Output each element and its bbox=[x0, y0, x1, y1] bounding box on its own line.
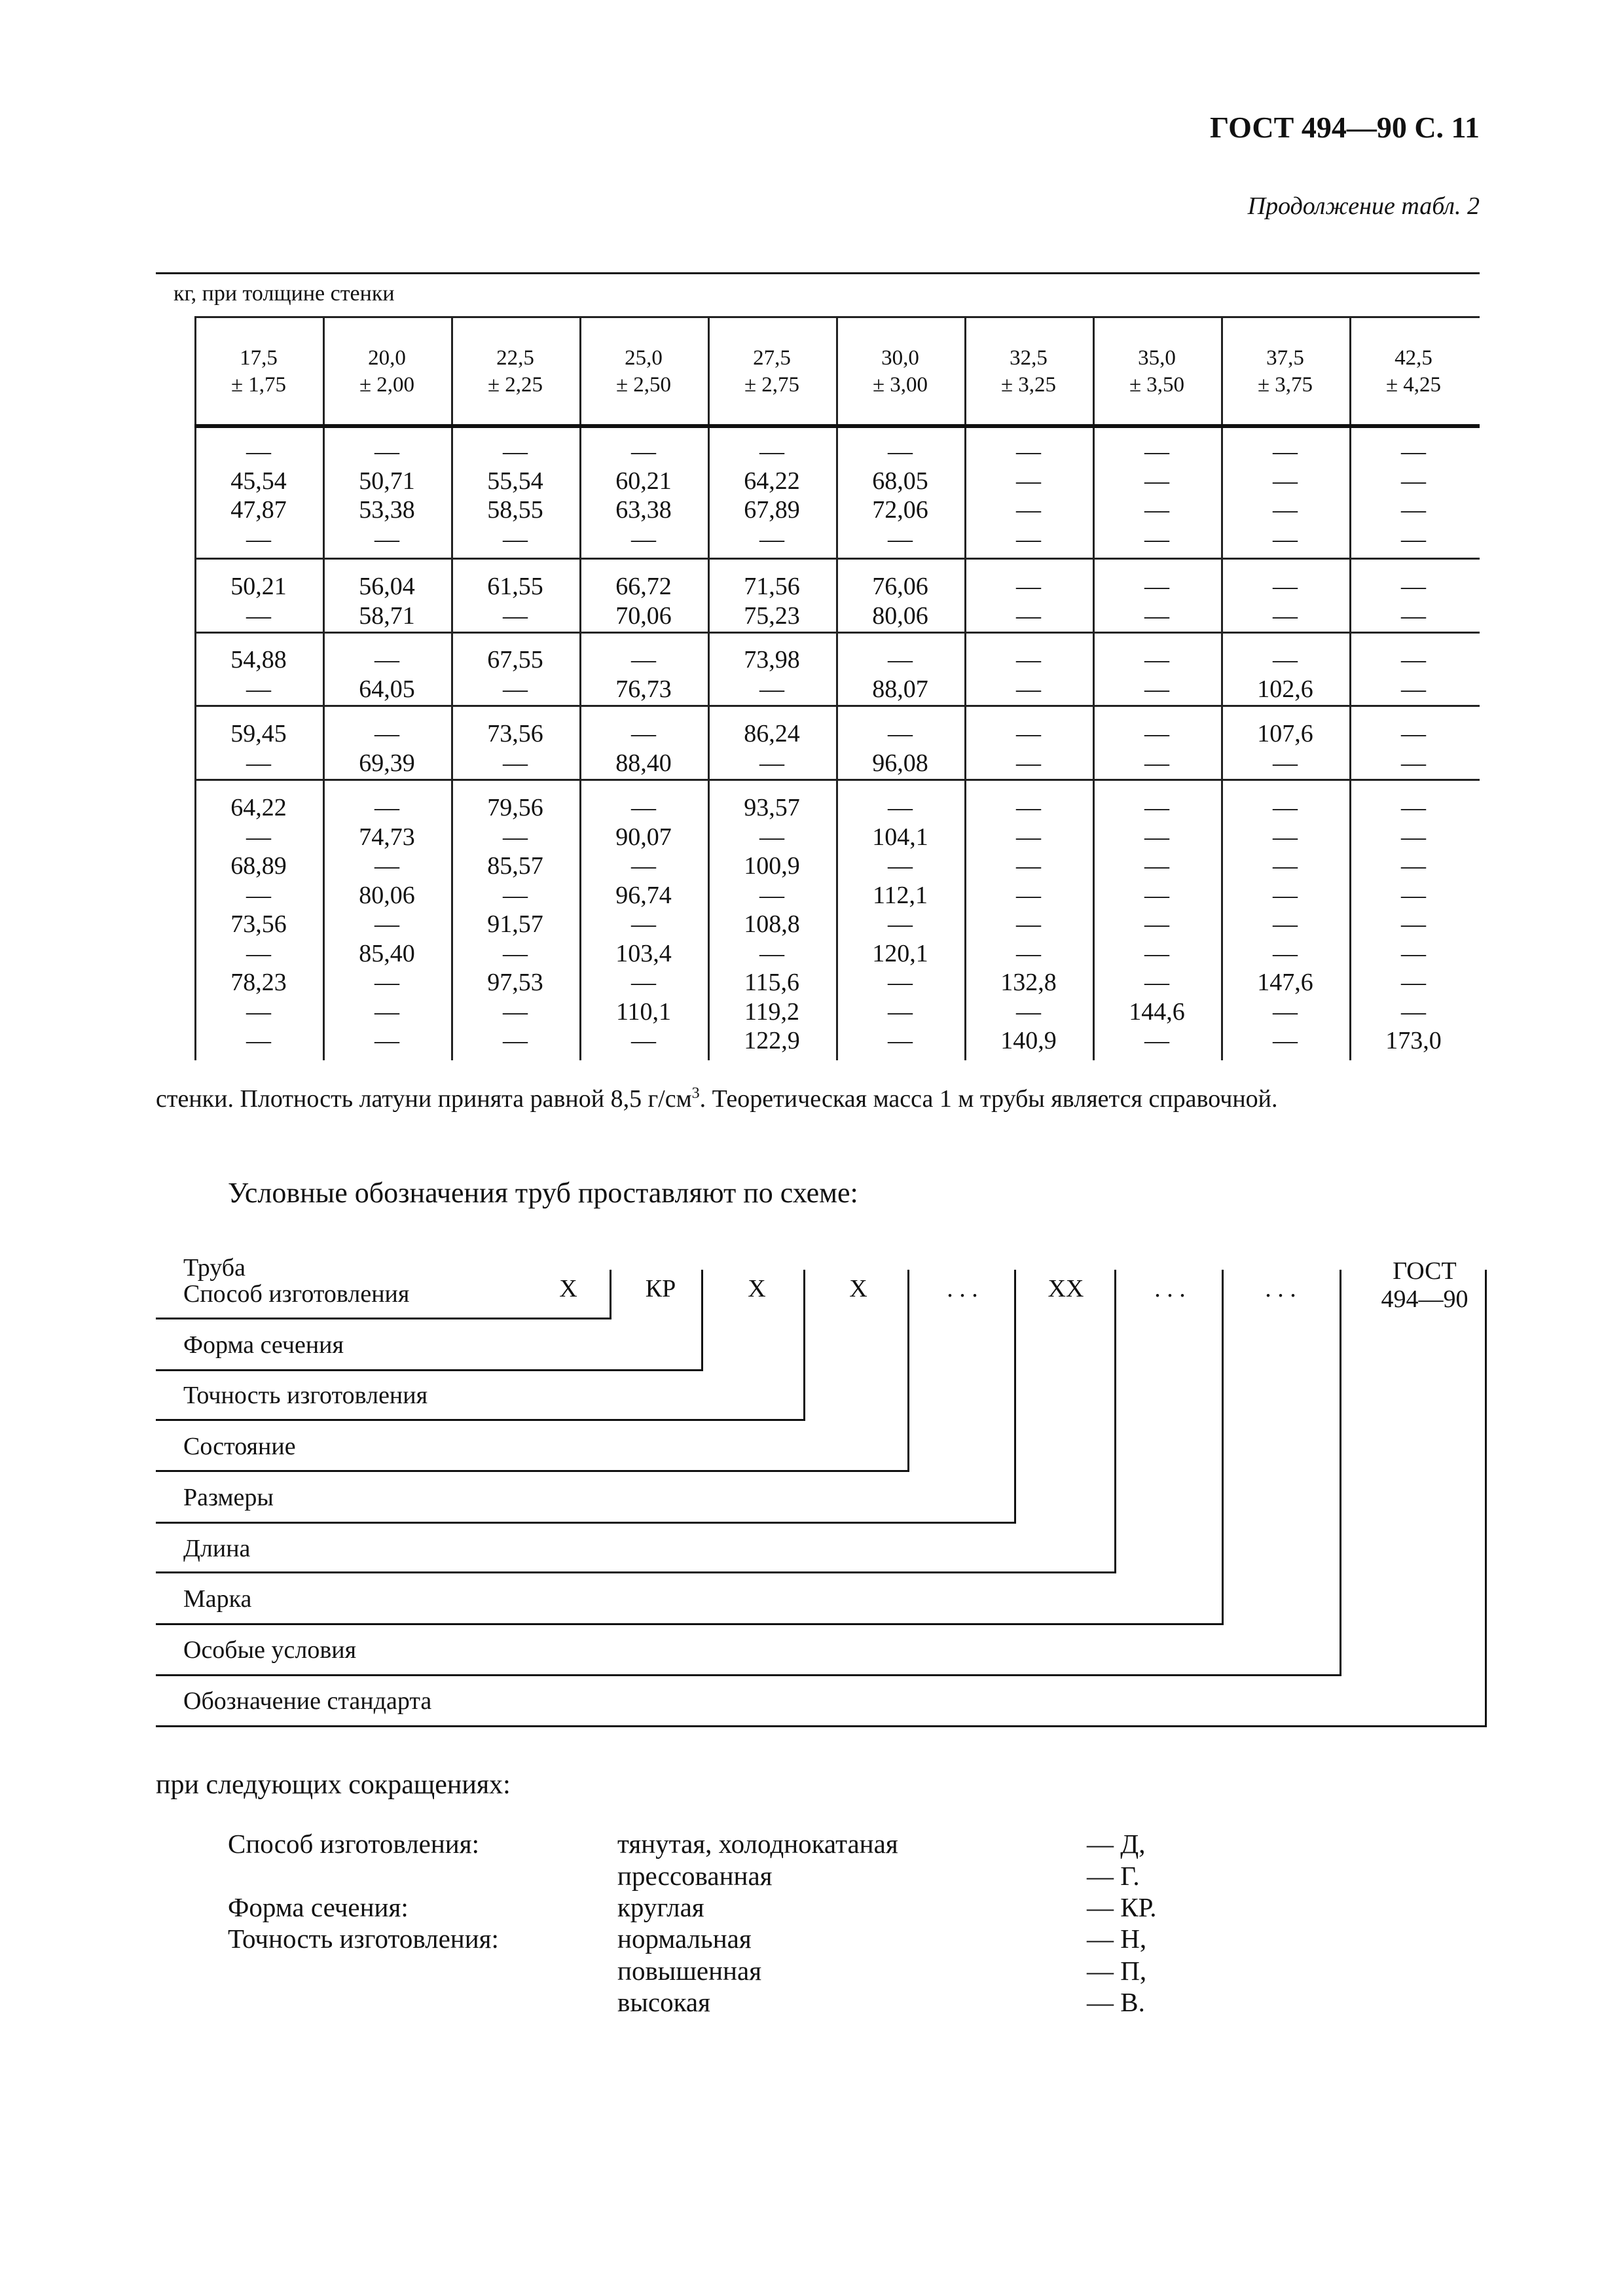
scheme-leader-line bbox=[156, 1571, 1114, 1573]
table-cell: — bbox=[374, 646, 399, 673]
table-cell: — bbox=[759, 881, 784, 909]
table-cell: 79,56 bbox=[487, 794, 543, 821]
table-cell: 53,38 bbox=[359, 496, 415, 524]
column-header bbox=[579, 345, 708, 399]
table-cell: — bbox=[888, 1027, 913, 1054]
table-cell: — bbox=[759, 749, 784, 777]
table-cell: — bbox=[759, 438, 784, 465]
table-cell: — bbox=[1016, 852, 1041, 880]
abbreviation-item: нормальная bbox=[617, 1924, 752, 1954]
table-cell: 104,1 bbox=[872, 823, 928, 851]
table-cell: 67,55 bbox=[487, 646, 543, 673]
note-text-tail: . Теоретическая масса 1 м трубы является справочной. bbox=[699, 1085, 1278, 1113]
abbreviation-category: Способ изготовления: bbox=[228, 1829, 479, 1859]
table-cell: 80,06 bbox=[872, 601, 928, 630]
scheme-label: Точность изготовления bbox=[183, 1382, 428, 1409]
column-header-tolerance: ± 3,50 bbox=[1129, 373, 1185, 397]
table-cell: 76,73 bbox=[615, 675, 672, 703]
scheme-label: Марка bbox=[183, 1585, 252, 1613]
table-cell: 60,21 bbox=[615, 467, 672, 495]
table-cell: — bbox=[1273, 881, 1298, 909]
table-cell: — bbox=[1401, 749, 1426, 777]
table-unit-label: кг, при толщине стенки bbox=[173, 281, 395, 306]
table-cell: 69,39 bbox=[359, 749, 415, 777]
table-cell: — bbox=[1144, 1027, 1169, 1054]
table-cell: — bbox=[1401, 881, 1426, 909]
table-cell: 54,88 bbox=[230, 646, 287, 673]
table-cell: — bbox=[246, 438, 271, 465]
table-cell: 102,6 bbox=[1257, 675, 1313, 703]
table-cell: 103,4 bbox=[615, 939, 672, 967]
table-cell: 61,55 bbox=[487, 573, 543, 600]
table-cell: — bbox=[1144, 910, 1169, 938]
table-cell: 140,9 bbox=[1000, 1027, 1057, 1054]
note-text: стенки. Плотность латуни принята равной 8,5 г/см bbox=[156, 1085, 692, 1113]
table-cell: 88,07 bbox=[872, 675, 928, 703]
scheme-connector bbox=[1485, 1270, 1487, 1727]
abbreviation-item: круглая bbox=[617, 1892, 704, 1922]
scheme-label: Особые условия bbox=[183, 1636, 357, 1664]
table-cell: — bbox=[246, 939, 271, 967]
table-cell: — bbox=[1401, 601, 1426, 630]
table-cell: — bbox=[1144, 646, 1169, 673]
table-cell: — bbox=[246, 675, 271, 703]
table-cell: — bbox=[1401, 823, 1426, 851]
table-cell: 75,23 bbox=[744, 601, 800, 630]
table-cell: — bbox=[1401, 997, 1426, 1026]
column-header bbox=[1093, 345, 1221, 399]
scheme-connector bbox=[907, 1270, 909, 1472]
column-header-thickness: 17,5 bbox=[240, 346, 278, 370]
table-group-rule bbox=[194, 779, 1480, 781]
table-cell: — bbox=[1401, 573, 1426, 600]
table-cell: — bbox=[1016, 438, 1041, 465]
table-cell: — bbox=[1016, 997, 1041, 1026]
scheme-leader-line bbox=[156, 1419, 803, 1421]
table-cell: 76,06 bbox=[872, 573, 928, 600]
table-cell: — bbox=[1273, 467, 1298, 495]
table-cell: 90,07 bbox=[615, 823, 672, 851]
table-cell: 96,74 bbox=[615, 881, 672, 909]
table-cell: 85,57 bbox=[487, 852, 543, 880]
table-cell: 96,08 bbox=[872, 749, 928, 777]
table-cell: — bbox=[1273, 794, 1298, 821]
table-cell: 120,1 bbox=[872, 939, 928, 967]
table-cell: — bbox=[888, 525, 913, 553]
column-header bbox=[708, 345, 836, 399]
table-cell: — bbox=[503, 749, 528, 777]
abbreviation-category: Форма сечения: bbox=[228, 1892, 409, 1922]
column-header bbox=[964, 345, 1093, 399]
scheme-code: ХХ bbox=[1048, 1275, 1084, 1302]
table-cell: — bbox=[1273, 823, 1298, 851]
column-header-thickness: 32,5 bbox=[1010, 346, 1048, 370]
table-top-rule bbox=[156, 272, 1480, 274]
scheme-label: Состояние bbox=[183, 1433, 296, 1460]
scheme-connector bbox=[1114, 1270, 1116, 1573]
table-cell: 55,54 bbox=[487, 467, 543, 495]
table-cell: — bbox=[1016, 467, 1041, 495]
table-cell: — bbox=[1016, 496, 1041, 524]
table-cell: — bbox=[374, 525, 399, 553]
table-cell: 58,71 bbox=[359, 601, 415, 630]
column-header-thickness: 42,5 bbox=[1395, 346, 1432, 370]
table-cell: — bbox=[759, 939, 784, 967]
abbreviation-code: — Г. bbox=[1087, 1861, 1140, 1891]
column-header-tolerance: ± 1,75 bbox=[230, 373, 287, 397]
table-cell: — bbox=[759, 525, 784, 553]
scheme-connector bbox=[1340, 1270, 1341, 1676]
abbreviation-code: — Д, bbox=[1087, 1829, 1146, 1859]
table-cell: — bbox=[888, 720, 913, 747]
table-cell: 59,45 bbox=[230, 720, 287, 747]
table-cell: 45,54 bbox=[230, 467, 287, 495]
scheme-leader-line bbox=[156, 1725, 1485, 1727]
table-cell: 100,9 bbox=[744, 852, 800, 880]
table-cell: 64,22 bbox=[230, 794, 287, 821]
table-cell: — bbox=[1401, 720, 1426, 747]
table-cell: — bbox=[1144, 794, 1169, 821]
table-cell: — bbox=[1016, 910, 1041, 938]
table-cell: — bbox=[1144, 969, 1169, 996]
abbreviation-category: Точность изготовления: bbox=[228, 1924, 499, 1954]
table-cell: 119,2 bbox=[744, 997, 800, 1026]
table-cell: — bbox=[1273, 939, 1298, 967]
table-cell: 80,06 bbox=[359, 881, 415, 909]
table-cell: 112,1 bbox=[872, 881, 928, 909]
table-cell: — bbox=[374, 997, 399, 1026]
table-cell: — bbox=[246, 1027, 271, 1054]
abbreviation-code: — П, bbox=[1087, 1956, 1147, 1986]
table-cell: — bbox=[1401, 969, 1426, 996]
table-cell: — bbox=[759, 675, 784, 703]
column-header-thickness: 27,5 bbox=[753, 346, 791, 370]
table-cell: — bbox=[1401, 438, 1426, 465]
column-header-tolerance: ± 3,00 bbox=[872, 373, 928, 397]
table-cell: — bbox=[246, 601, 271, 630]
abbreviations-title: при следующих сокращениях: bbox=[156, 1770, 511, 1800]
table-cell: — bbox=[759, 823, 784, 851]
column-header-thickness: 30,0 bbox=[881, 346, 919, 370]
table-cell: — bbox=[1401, 496, 1426, 524]
scheme-connector bbox=[1222, 1270, 1224, 1625]
column-header-tolerance: ± 3,75 bbox=[1257, 373, 1313, 397]
scheme-code: КР bbox=[645, 1275, 676, 1302]
table-cell: — bbox=[503, 601, 528, 630]
table-cell: 115,6 bbox=[744, 969, 800, 996]
abbreviation-code: — Н, bbox=[1087, 1924, 1147, 1954]
table-cell: 50,71 bbox=[359, 467, 415, 495]
table-cell: — bbox=[1144, 467, 1169, 495]
scheme-leader-line bbox=[156, 1318, 610, 1319]
table-cell: — bbox=[1401, 794, 1426, 821]
density-note bbox=[156, 1085, 1278, 1113]
table-cell: — bbox=[1144, 823, 1169, 851]
scheme-label: Длина bbox=[183, 1535, 251, 1562]
table-cell: 70,06 bbox=[615, 601, 672, 630]
column-header-tolerance: ± 2,25 bbox=[487, 373, 543, 397]
column-header bbox=[194, 345, 323, 399]
abbreviation-item: высокая bbox=[617, 1987, 710, 2017]
table-cell: — bbox=[246, 823, 271, 851]
column-header-thickness: 35,0 bbox=[1138, 346, 1176, 370]
table-cell: — bbox=[1401, 525, 1426, 553]
scheme-leader-line bbox=[156, 1674, 1340, 1676]
table-cell: — bbox=[888, 969, 913, 996]
table-cell: 73,98 bbox=[744, 646, 800, 673]
column-header bbox=[1221, 345, 1349, 399]
table-cell: — bbox=[1144, 525, 1169, 553]
table-cell: 144,6 bbox=[1129, 997, 1185, 1026]
table-cell: 147,6 bbox=[1257, 969, 1313, 996]
scheme-code: Х bbox=[559, 1275, 577, 1302]
column-header bbox=[451, 345, 579, 399]
table-cell: 50,21 bbox=[230, 573, 287, 600]
table-cell: — bbox=[1273, 496, 1298, 524]
scheme-leader-line bbox=[156, 1522, 1014, 1524]
scheme-label-pipe: Труба bbox=[183, 1254, 246, 1282]
table-group-rule bbox=[194, 705, 1480, 707]
scheme-label: Размеры bbox=[183, 1484, 274, 1511]
table-cell: 73,56 bbox=[230, 910, 287, 938]
scheme-label: Форма сечения bbox=[183, 1331, 344, 1359]
table-continuation-label: Продолжение табл. 2 bbox=[1247, 192, 1480, 220]
scheme-code: . . . bbox=[1265, 1275, 1296, 1302]
table-cell: — bbox=[374, 438, 399, 465]
table-cell: — bbox=[374, 720, 399, 747]
column-header-tolerance: ± 2,00 bbox=[359, 373, 415, 397]
table-cell: — bbox=[1273, 525, 1298, 553]
table-cell: — bbox=[631, 910, 656, 938]
table-cell: 58,55 bbox=[487, 496, 543, 524]
table-cell: — bbox=[1273, 573, 1298, 600]
table-cell: — bbox=[246, 525, 271, 553]
scheme-connector bbox=[701, 1270, 703, 1371]
table-cell: — bbox=[1016, 794, 1041, 821]
column-header-tolerance: ± 2,75 bbox=[744, 373, 800, 397]
table-cell: 107,6 bbox=[1257, 720, 1313, 747]
abbreviation-code: — В. bbox=[1087, 1987, 1145, 2017]
table-cell: — bbox=[631, 720, 656, 747]
abbreviation-code: — КР. bbox=[1087, 1892, 1157, 1922]
table-cell: — bbox=[888, 794, 913, 821]
scheme-code: . . . bbox=[1154, 1275, 1186, 1302]
table-cell: — bbox=[246, 749, 271, 777]
abbreviation-item: прессованная bbox=[617, 1861, 773, 1891]
table-cell: 72,06 bbox=[872, 496, 928, 524]
table-cell: — bbox=[1016, 749, 1041, 777]
note-superscript: 3 bbox=[691, 1085, 700, 1102]
scheme-title: Условные обозначения труб проставляют по схеме: bbox=[228, 1177, 858, 1209]
table-cell: 86,24 bbox=[744, 720, 800, 747]
column-header-tolerance: ± 4,25 bbox=[1385, 373, 1442, 397]
table-cell: — bbox=[374, 794, 399, 821]
scheme-connector bbox=[803, 1270, 805, 1421]
column-header-tolerance: ± 2,50 bbox=[615, 373, 672, 397]
table-cell: — bbox=[1273, 646, 1298, 673]
table-cell: — bbox=[888, 438, 913, 465]
table-cell: — bbox=[1273, 749, 1298, 777]
table-cell: — bbox=[1144, 749, 1169, 777]
table-cell: — bbox=[888, 646, 913, 673]
table-cell: 93,57 bbox=[744, 794, 800, 821]
scheme-leader-line bbox=[156, 1369, 701, 1371]
table-cell: — bbox=[503, 997, 528, 1026]
scheme-code: Х bbox=[748, 1275, 766, 1302]
table-cell: — bbox=[1016, 601, 1041, 630]
table-cell: 73,56 bbox=[487, 720, 543, 747]
table-cell: — bbox=[1273, 1027, 1298, 1054]
table-cell: 78,23 bbox=[230, 969, 287, 996]
table-cell: 67,89 bbox=[744, 496, 800, 524]
table-cell: — bbox=[503, 1027, 528, 1054]
table-cell: 110,1 bbox=[615, 997, 672, 1026]
table-cell: — bbox=[246, 997, 271, 1026]
table-cell: 108,8 bbox=[744, 910, 800, 938]
scheme-code: . . . bbox=[947, 1275, 978, 1302]
table-cell: — bbox=[1273, 438, 1298, 465]
column-header-tolerance: ± 3,25 bbox=[1000, 373, 1057, 397]
table-cell: — bbox=[1016, 823, 1041, 851]
table-cell: — bbox=[503, 675, 528, 703]
table-cell: — bbox=[1144, 438, 1169, 465]
table-cell: — bbox=[246, 881, 271, 909]
table-cell: 56,04 bbox=[359, 573, 415, 600]
abbreviation-item: тянутая, холоднокатаная bbox=[617, 1829, 898, 1859]
scheme-connector bbox=[610, 1270, 611, 1319]
table-cell: — bbox=[374, 969, 399, 996]
table-cell: — bbox=[1016, 573, 1041, 600]
table-cell: 68,05 bbox=[872, 467, 928, 495]
table-group-rule bbox=[194, 558, 1480, 560]
column-header bbox=[1349, 345, 1478, 399]
table-cell: — bbox=[1144, 852, 1169, 880]
table-cell: 71,56 bbox=[744, 573, 800, 600]
scheme-label: Способ изготовления bbox=[183, 1280, 410, 1308]
table-cell: — bbox=[1016, 881, 1041, 909]
table-cell: 68,89 bbox=[230, 852, 287, 880]
table-cell: — bbox=[1144, 881, 1169, 909]
table-header-bottom-rule bbox=[194, 424, 1480, 428]
table-cell: — bbox=[631, 646, 656, 673]
table-cell: 97,53 bbox=[487, 969, 543, 996]
table-cell: — bbox=[503, 823, 528, 851]
table-cell: — bbox=[503, 438, 528, 465]
column-header-thickness: 37,5 bbox=[1266, 346, 1304, 370]
table-cell: — bbox=[631, 525, 656, 553]
table-cell: — bbox=[374, 910, 399, 938]
table-cell: 74,73 bbox=[359, 823, 415, 851]
table-cell: — bbox=[1144, 573, 1169, 600]
table-cell: — bbox=[1144, 939, 1169, 967]
scheme-leader-line bbox=[156, 1470, 907, 1472]
table-cell: — bbox=[1401, 852, 1426, 880]
scheme-code: Х bbox=[849, 1275, 867, 1302]
table-cell: — bbox=[631, 1027, 656, 1054]
table-group-rule bbox=[194, 632, 1480, 634]
table-cell: 64,22 bbox=[744, 467, 800, 495]
table-cell: — bbox=[503, 525, 528, 553]
table-cell: 47,87 bbox=[230, 496, 287, 524]
table-cell: 85,40 bbox=[359, 939, 415, 967]
abbreviation-item: повышенная bbox=[617, 1956, 762, 1986]
table-cell: 173,0 bbox=[1385, 1027, 1442, 1054]
table-cell: — bbox=[374, 852, 399, 880]
table-cell: — bbox=[888, 910, 913, 938]
table-cell: — bbox=[1016, 720, 1041, 747]
table-cell: — bbox=[631, 438, 656, 465]
scheme-standard-number: 494—90 bbox=[1381, 1285, 1468, 1313]
table-cell: — bbox=[1401, 675, 1426, 703]
table-cell: — bbox=[1144, 601, 1169, 630]
table-cell: — bbox=[631, 852, 656, 880]
table-cell: — bbox=[1144, 675, 1169, 703]
column-header-thickness: 25,0 bbox=[625, 346, 663, 370]
table-cell: 66,72 bbox=[615, 573, 672, 600]
table-cell: — bbox=[888, 997, 913, 1026]
scheme-label: Обозначение стандарта bbox=[183, 1687, 432, 1715]
table-cell: — bbox=[1144, 496, 1169, 524]
table-cell: — bbox=[503, 939, 528, 967]
table-cell: — bbox=[631, 794, 656, 821]
table-cell: — bbox=[1401, 467, 1426, 495]
table-cell: 91,57 bbox=[487, 910, 543, 938]
table-cell: — bbox=[374, 1027, 399, 1054]
table-cell: 122,9 bbox=[744, 1027, 800, 1054]
table-cell: — bbox=[631, 969, 656, 996]
page-reference: ГОСТ 494—90 С. 11 bbox=[1209, 111, 1480, 144]
table-cell: — bbox=[1273, 601, 1298, 630]
table-cell: — bbox=[1144, 720, 1169, 747]
table-cell: 132,8 bbox=[1000, 969, 1057, 996]
table-cell: — bbox=[888, 852, 913, 880]
table-cell: 88,40 bbox=[615, 749, 672, 777]
scheme-leader-line bbox=[156, 1623, 1222, 1625]
table-cell: — bbox=[503, 881, 528, 909]
column-header bbox=[836, 345, 964, 399]
scheme-connector bbox=[1014, 1270, 1016, 1524]
table-cell: — bbox=[1016, 525, 1041, 553]
column-header bbox=[323, 345, 451, 399]
column-header-thickness: 22,5 bbox=[496, 346, 534, 370]
table-cell: — bbox=[1016, 646, 1041, 673]
table-cell: — bbox=[1273, 997, 1298, 1026]
table-cell: — bbox=[1273, 910, 1298, 938]
table-cell: — bbox=[1016, 939, 1041, 967]
table-cell: 63,38 bbox=[615, 496, 672, 524]
table-cell: — bbox=[1273, 852, 1298, 880]
table-cell: 64,05 bbox=[359, 675, 415, 703]
table-cell: — bbox=[1016, 675, 1041, 703]
table-cell: — bbox=[1401, 939, 1426, 967]
table-cell: — bbox=[1401, 910, 1426, 938]
scheme-standard-label: ГОСТ bbox=[1393, 1257, 1457, 1285]
table-cell: — bbox=[1401, 646, 1426, 673]
column-header-thickness: 20,0 bbox=[368, 346, 406, 370]
